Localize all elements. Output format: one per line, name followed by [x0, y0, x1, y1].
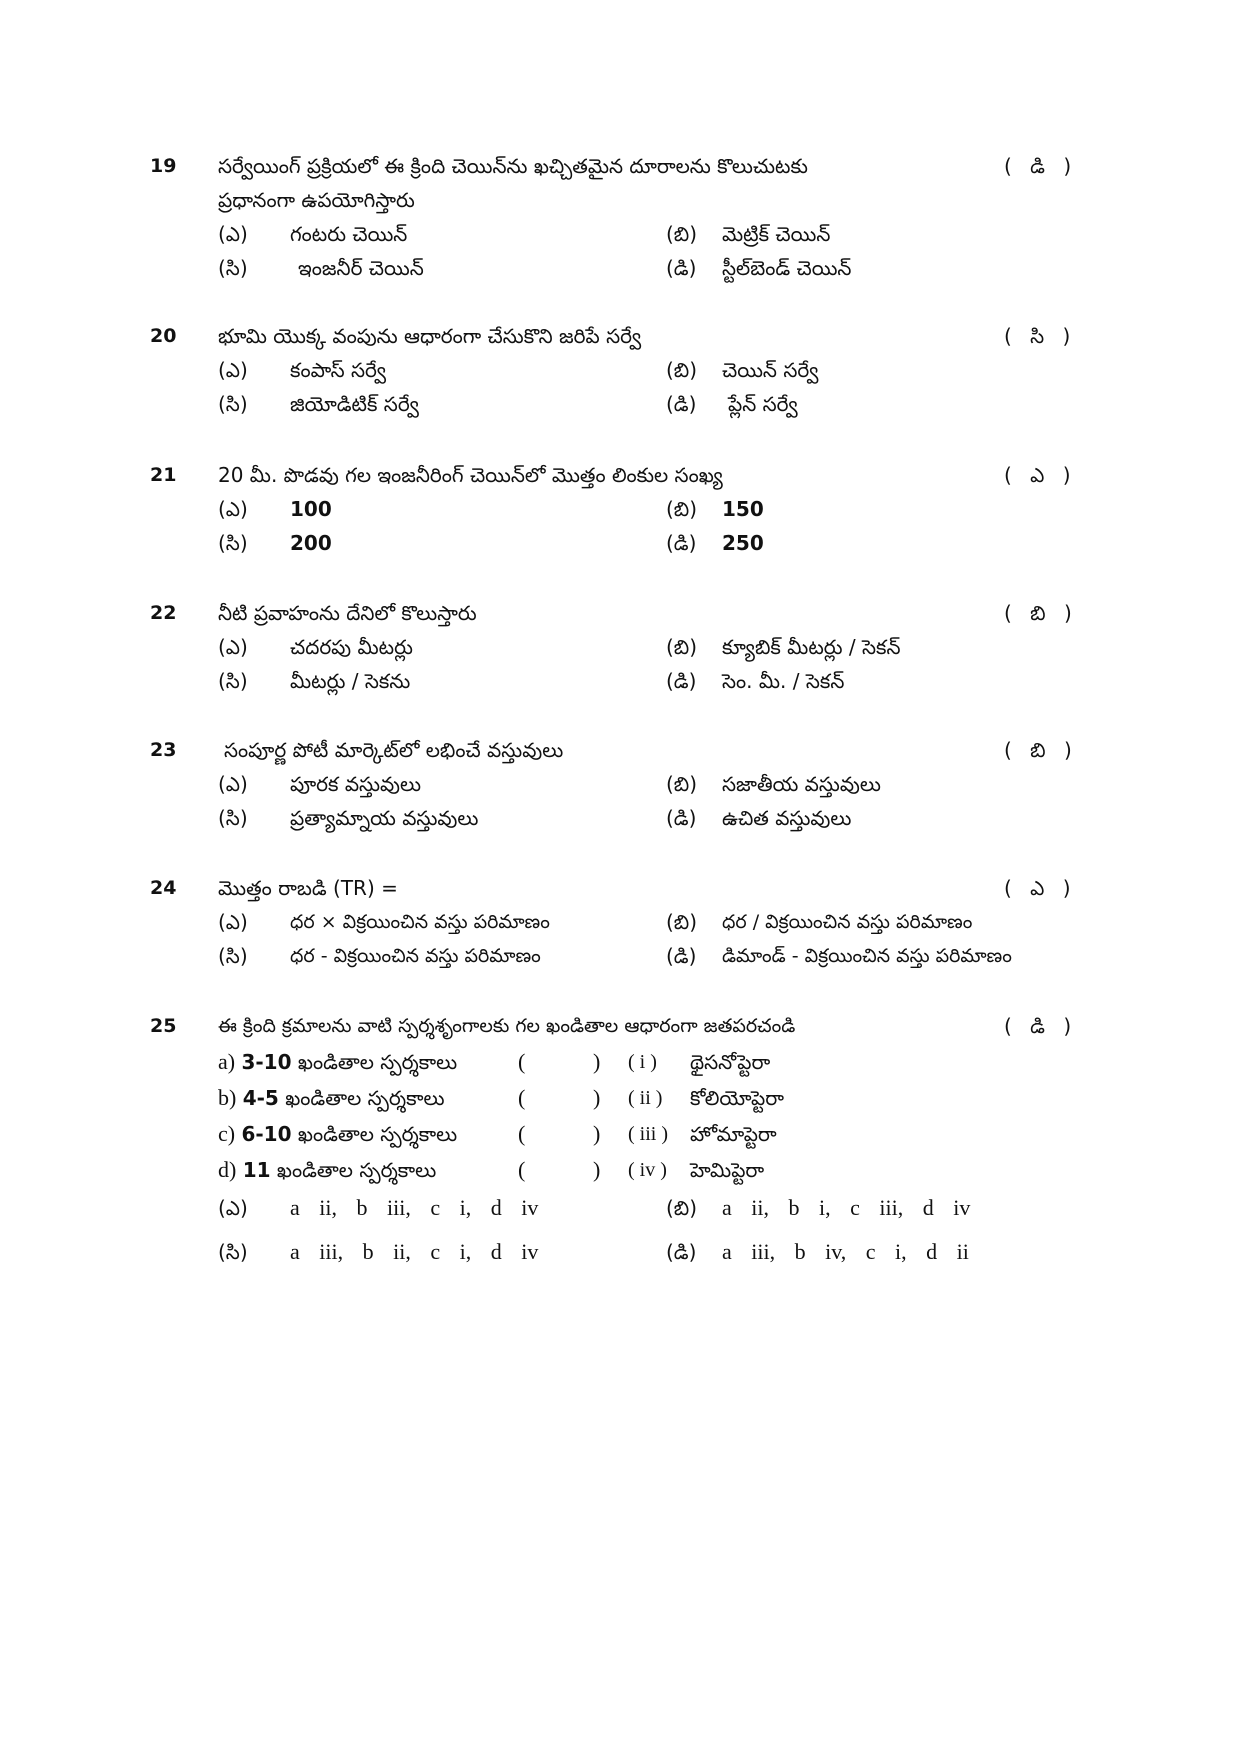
- match-number: 3-10: [241, 1050, 292, 1074]
- option-b-label: (బి): [666, 497, 698, 521]
- option-c-label: (సి): [218, 531, 248, 555]
- option-c-value: ఇంజనీర్ చెయిన్: [298, 256, 424, 280]
- option-c-value: ప్రత్యామ్నాయ వస్తువులు: [290, 806, 479, 830]
- option-d-value: ప్లేన్ సర్వే: [728, 392, 798, 416]
- option-d-label: (డి): [666, 669, 697, 693]
- option-b-label: (బి): [666, 358, 698, 382]
- question-text: మొత్తం రాబడి (TR) =: [218, 876, 398, 900]
- question-text: భూమి యొక్క వంపును ఆధారంగా చేసుకొని జరిపే సర్వే: [218, 324, 642, 348]
- answer-key: ( బి ): [1004, 601, 1078, 625]
- option-b-value: మెట్రిక్ చెయిన్: [722, 222, 831, 246]
- option-a-label: (ఎ): [218, 910, 248, 934]
- option-a-label: (ఎ): [218, 497, 248, 521]
- question-number: 19: [150, 155, 177, 177]
- option-d-label: (డి): [666, 392, 697, 416]
- option-c-value: 200: [290, 531, 332, 555]
- match-roman: ( iii ): [628, 1123, 668, 1145]
- option-b-label: (బి): [666, 772, 698, 796]
- match-left-text: ఖండితాల స్పర్శకాలు: [276, 1158, 437, 1182]
- option-a-value: గంటరు చెయిన్: [290, 222, 408, 246]
- match-blank-close: ): [593, 1157, 601, 1182]
- option-b-value: a ii, b i, c iii, d iv: [722, 1195, 971, 1220]
- match-number: 4-5: [242, 1086, 279, 1110]
- option-d-label: (డి): [666, 1240, 697, 1264]
- answer-key: ( బి ): [1004, 738, 1078, 762]
- question-number: 20: [150, 325, 177, 347]
- match-row-c: [218, 1118, 457, 1150]
- question-text-continued: ప్రధానంగా ఉపయోగిస్తారు: [218, 188, 415, 212]
- option-b-value: 150: [722, 497, 764, 521]
- option-a-label: (ఎ): [218, 635, 248, 659]
- question-text: ఈ క్రింది క్రమాలను వాటి స్పర్శశృంగాలకు గల ఖండితాల ఆధారంగా జతపరచండి: [218, 1015, 796, 1037]
- match-letter: c): [218, 1121, 236, 1146]
- match-right-text: కోలియోప్టెరా: [690, 1086, 785, 1110]
- option-b-label: (బి): [666, 635, 698, 659]
- option-b-value: క్యూబిక్ మీటర్లు / సెకన్: [722, 635, 901, 659]
- option-c-label: (సి): [218, 256, 248, 280]
- option-c-value: జియోడిటిక్ సర్వే: [290, 392, 419, 416]
- option-d-value: a iii, b iv, c i, d ii: [722, 1239, 969, 1264]
- option-d-label: (డి): [666, 944, 697, 968]
- match-right-text: హెమిప్టెరా: [690, 1158, 765, 1182]
- option-b-label: (బి): [666, 222, 698, 246]
- match-number: 6-10: [241, 1122, 292, 1146]
- match-letter: d): [218, 1157, 237, 1182]
- option-c-label: (సి): [218, 669, 248, 693]
- match-left-text: ఖండితాల స్పర్శకాలు: [297, 1050, 458, 1074]
- match-row-d: [218, 1154, 436, 1186]
- option-b-value: ధర / విక్రయించిన వస్తు పరిమాణం: [722, 911, 973, 933]
- answer-key: ( డి ): [1004, 1014, 1078, 1038]
- match-blank-close: ): [593, 1049, 601, 1074]
- option-d-label: (డి): [666, 256, 697, 280]
- answer-key: ( ఎ ): [1004, 463, 1077, 487]
- match-right-text: హోమాప్టెరా: [690, 1122, 777, 1146]
- option-c-value: మీటర్లు / సెకను: [290, 669, 411, 693]
- answer-key: ( సి ): [1004, 324, 1077, 348]
- match-roman: ( i ): [628, 1051, 657, 1073]
- match-row-a: [218, 1046, 457, 1078]
- option-c-label: (సి): [218, 392, 248, 416]
- match-blank-open: (: [518, 1049, 526, 1074]
- option-d-value: ఉచిత వస్తువులు: [722, 806, 852, 830]
- match-blank-open: (: [518, 1121, 526, 1146]
- match-row-b: [218, 1082, 445, 1114]
- match-blank-open: (: [518, 1157, 526, 1182]
- option-a-label: (ఎ): [218, 222, 248, 246]
- option-d-label: (డి): [666, 531, 697, 555]
- option-c-value: a iii, b ii, c i, d iv: [290, 1239, 539, 1264]
- match-roman: ( iv ): [628, 1159, 667, 1181]
- option-b-label: (బి): [666, 1196, 698, 1220]
- question-text: సర్వేయింగ్ ప్రక్రియలో ఈ క్రింది చెయిన్‌ను ఖచ్చితమైన దూరాలను కొలుచుటకు: [218, 154, 808, 178]
- option-c-label: (సి): [218, 1240, 248, 1264]
- question-number: 22: [150, 602, 177, 624]
- option-c-value: ధర - విక్రయించిన వస్తు పరిమాణం: [290, 945, 541, 967]
- option-b-label: (బి): [666, 910, 698, 934]
- match-blank-close: ): [593, 1121, 601, 1146]
- answer-key: ( డి ): [1004, 154, 1078, 178]
- option-c-label: (సి): [218, 806, 248, 830]
- option-a-label: (ఎ): [218, 1196, 248, 1220]
- match-letter: b): [218, 1085, 237, 1110]
- match-right-text: థైసనోప్టెరా: [690, 1050, 771, 1074]
- question-number: 21: [150, 464, 177, 486]
- option-b-value: సజాతీయ వస్తువులు: [722, 772, 881, 796]
- match-letter: a): [218, 1049, 236, 1074]
- question-number: 25: [150, 1015, 177, 1037]
- match-roman: ( ii ): [628, 1087, 663, 1109]
- option-a-label: (ఎ): [218, 358, 248, 382]
- question-text: సంపూర్ణ పోటీ మార్కెట్‌లో లభించే వస్తువులు: [224, 738, 564, 762]
- option-a-value: పూరక వస్తువులు: [290, 772, 422, 796]
- question-text: 20 మీ. పొడవు గల ఇంజనీరింగ్ చెయిన్‌లో మొత్తం లింకుల సంఖ్య: [218, 463, 723, 487]
- option-d-value: సెం. మీ. / సెకన్: [722, 669, 845, 693]
- match-number: 11: [242, 1158, 271, 1182]
- option-a-label: (ఎ): [218, 772, 248, 796]
- option-d-label: (డి): [666, 806, 697, 830]
- question-text: నీటి ప్రవాహంను దేనిలో కొలుస్తారు: [218, 601, 477, 625]
- option-b-value: చెయిన్ సర్వే: [722, 358, 819, 382]
- option-d-value: 250: [722, 531, 764, 555]
- option-c-label: (సి): [218, 944, 248, 968]
- option-a-value: చదరపు మీటర్లు: [290, 635, 413, 659]
- option-d-value: డిమాండ్ - విక్రయించిన వస్తు పరిమాణం: [722, 945, 1012, 967]
- option-d-value: స్టీల్‌బెండ్ చెయిన్: [722, 256, 852, 280]
- option-a-value: ధర × విక్రయించిన వస్తు పరిమాణం: [290, 911, 550, 933]
- answer-key: ( ఎ ): [1004, 876, 1077, 900]
- option-a-value: a ii, b iii, c i, d iv: [290, 1195, 539, 1220]
- question-number: 23: [150, 739, 177, 761]
- match-left-text: ఖండితాల స్పర్శకాలు: [285, 1086, 445, 1110]
- match-left-text: ఖండితాల స్పర్శకాలు: [297, 1122, 458, 1146]
- option-a-value: 100: [290, 497, 332, 521]
- match-blank-open: (: [518, 1085, 526, 1110]
- question-number: 24: [150, 877, 177, 899]
- option-a-value: కంపాస్ సర్వే: [290, 358, 387, 382]
- match-blank-close: ): [593, 1085, 601, 1110]
